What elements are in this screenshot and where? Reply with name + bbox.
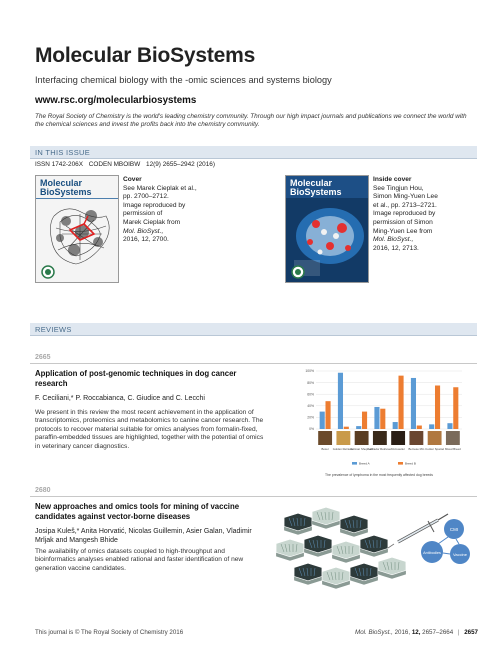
chart-bars — [320, 373, 459, 429]
article-page-number: 2665 — [35, 354, 51, 361]
chart-x-label: Boxer — [321, 447, 329, 451]
in-this-issue-bar — [30, 146, 477, 159]
article-page-number: 2680 — [35, 487, 51, 494]
chart-x-label: Mixed Breed — [445, 447, 461, 451]
chart-x-labels — [321, 447, 461, 451]
chart-bar — [429, 424, 434, 429]
antibodies-node — [421, 541, 443, 563]
chart-bar — [380, 409, 385, 429]
reviews-label: REVIEWS — [35, 324, 72, 334]
cover-thumb-title-2: BioSystems — [40, 187, 92, 197]
cover-artwork — [36, 176, 118, 282]
article-title-link[interactable]: New approaches and omics tools for mining of vaccine candidates against vector-borne diseases — [35, 502, 240, 521]
footer-citation: Mol. BioSyst., 2016, 12, 2657–2664 | 2657 — [355, 629, 478, 636]
chart-x-label: German Shepherd — [350, 447, 374, 451]
chart-bar — [362, 412, 367, 429]
chart-caption: The prevalence of lymphoma in the most frequently affected dog breeds — [325, 473, 433, 477]
chart-bar — [447, 423, 452, 429]
legend-swatch — [398, 462, 403, 465]
hex-cluster — [276, 507, 406, 589]
vaccine-diagram — [268, 496, 473, 606]
breed-photo — [391, 431, 405, 445]
issn: ISSN 1742-206X — [35, 161, 83, 168]
inside-cover-thumb-title-1: Molecular — [290, 178, 333, 188]
chart-bar — [411, 378, 416, 429]
chart-y-tick-label: 80% — [307, 380, 314, 385]
cover-line: Image reproduced by — [123, 201, 186, 209]
breed-photo — [409, 431, 423, 445]
chart-bar — [338, 373, 343, 429]
cover-line: 2016, 12, 2700. — [123, 236, 169, 244]
chart-y-tick-label: 40% — [307, 404, 314, 408]
chart-x-label: Cocker Spaniel — [425, 447, 445, 451]
chart-bar — [344, 427, 349, 429]
footer-volume: 12, — [411, 629, 421, 636]
article-divider — [30, 363, 477, 364]
footer-journal: Mol. BioSyst., — [355, 629, 393, 636]
chart-bar — [393, 422, 398, 429]
vaccine-node-label: Vaccine — [453, 552, 467, 557]
cmi-node — [444, 519, 464, 539]
cover-line: See Marek Cieplak et al., — [123, 184, 197, 192]
article-title-link[interactable]: Application of post-genomic techniques in dog cancer research — [35, 369, 237, 388]
footer-year: 2016, — [394, 629, 411, 636]
footer-pages: 2657–2664 — [422, 629, 454, 636]
chart-x-label: Labrador Retriever — [368, 447, 392, 451]
in-this-issue-label: IN THIS ISSUE — [35, 147, 91, 157]
antibodies-node-label: Antibodies — [423, 551, 441, 555]
cover-line: Image reproduced by — [373, 210, 436, 218]
cmi-node-label: CMI — [449, 527, 459, 532]
journal-subtitle: Interfacing chemical biology with the -omic sciences and systems biology — [35, 75, 332, 85]
chart-y-ticks — [305, 369, 314, 431]
inside-cover-image[interactable] — [285, 175, 369, 283]
breed-photo — [428, 431, 442, 445]
cover-line: Marek Cieplak from — [123, 218, 181, 226]
article-abstract: The availability of omics datasets coupled to high-throughput and bioinformatics analyses enabled rational and faster identification of new generation vaccine candidates. — [35, 548, 244, 572]
breed-photo — [318, 431, 332, 445]
breed-photo — [446, 431, 460, 445]
footer-page-number: 2657 — [464, 629, 478, 636]
chart-bar — [417, 426, 422, 429]
chart-x-label: Rott-weiler — [391, 447, 405, 451]
chart-breed-photos — [318, 431, 460, 445]
chart-bar — [453, 387, 458, 429]
cover-line: pp. 2700–2712. — [123, 193, 169, 201]
chart-bar — [356, 426, 361, 429]
chart-bar — [435, 386, 440, 430]
journal-url-link[interactable]: www.rsc.org/molecularbiosystems — [35, 95, 197, 106]
reviews-bar — [30, 323, 477, 336]
volume-info: 12(9) 2655–2942 (2016) — [146, 161, 215, 168]
chart-legend — [352, 461, 416, 465]
cover-line: Ming-Yuen Lee from — [373, 227, 433, 235]
chart-bar — [320, 412, 325, 429]
chart-y-tick-label: 20% — [307, 415, 314, 420]
cover-line: Mol. BioSyst., — [123, 227, 164, 235]
cover-line: permission of Simon — [373, 218, 433, 226]
inside-cover-heading: Inside cover — [373, 176, 412, 183]
lymphoma-breed-chart — [290, 367, 468, 479]
cover-line: permission of — [123, 210, 163, 218]
cover-line: Mol. BioSyst., — [373, 236, 414, 244]
journal-title: Molecular BioSystems — [35, 44, 256, 67]
cover-thumb-title-1: Molecular — [40, 178, 83, 188]
cover-line: Simon Ming-Yuen Lee — [373, 193, 438, 201]
cover-image[interactable] — [35, 175, 119, 283]
cover-caption — [123, 176, 207, 245]
chart-x-label: Bernese Mtn — [408, 447, 425, 451]
cover-line: et al., pp. 2713–2721. — [373, 201, 437, 209]
cover-heading: Cover — [123, 176, 142, 183]
chart-y-tick-label: 0% — [309, 427, 314, 432]
article-abstract: We present in this review the most recent achievement in the application of transcriptomics, proteomics and metabolomics to canine cancer research. The protocols to recover material suitable for omics analyses from formalin-fixed, paraffin-embedded tissues are highlighted, together with the potential of omics in veterinary cancer diagnostics. — [35, 409, 264, 450]
vaccine-node — [450, 544, 470, 564]
chart-bar — [374, 407, 379, 429]
breed-photo — [355, 431, 369, 445]
article-authors: Josipa Kuleš,* Anita Horvatić, Nicolas Guillemin, Asier Galan, Vladimir Mrljak and Mangesh Bhide — [35, 528, 252, 544]
chart-x-label: Golden Retriever — [332, 447, 354, 451]
legend-swatch — [352, 462, 357, 465]
article-authors: F. Ceciliani,* P. Roccabianca, C. Giudice and C. Lecchi — [35, 395, 205, 402]
chart-y-tick-label: 100% — [305, 369, 314, 374]
footer-copyright: This journal is © The Royal Society of Chemistry 2016 — [35, 629, 184, 636]
cover-line: See Tingjun Hou, — [373, 184, 424, 192]
chart-bar — [325, 401, 330, 429]
breed-photo — [336, 431, 350, 445]
mission-statement: The Royal Society of Chemistry is the world's leading chemistry community. Through our high impact journals and publications we connect the world with the chemical sciences and invest the profits back into the chemistry community. — [35, 113, 467, 128]
inside-cover-caption — [373, 176, 457, 253]
cover-line: 2016, 12, 2713. — [373, 244, 419, 252]
chart-y-tick-label: 60% — [307, 392, 314, 397]
legend-label: Breed A — [359, 461, 370, 466]
breed-photo — [373, 431, 387, 445]
coden: CODEN MBOIBW — [88, 161, 141, 168]
issn-line — [35, 161, 219, 168]
chart-bar — [398, 376, 403, 429]
legend-label: Breed B — [405, 461, 416, 466]
inside-cover-thumb-title-2: BioSystems — [290, 187, 342, 197]
